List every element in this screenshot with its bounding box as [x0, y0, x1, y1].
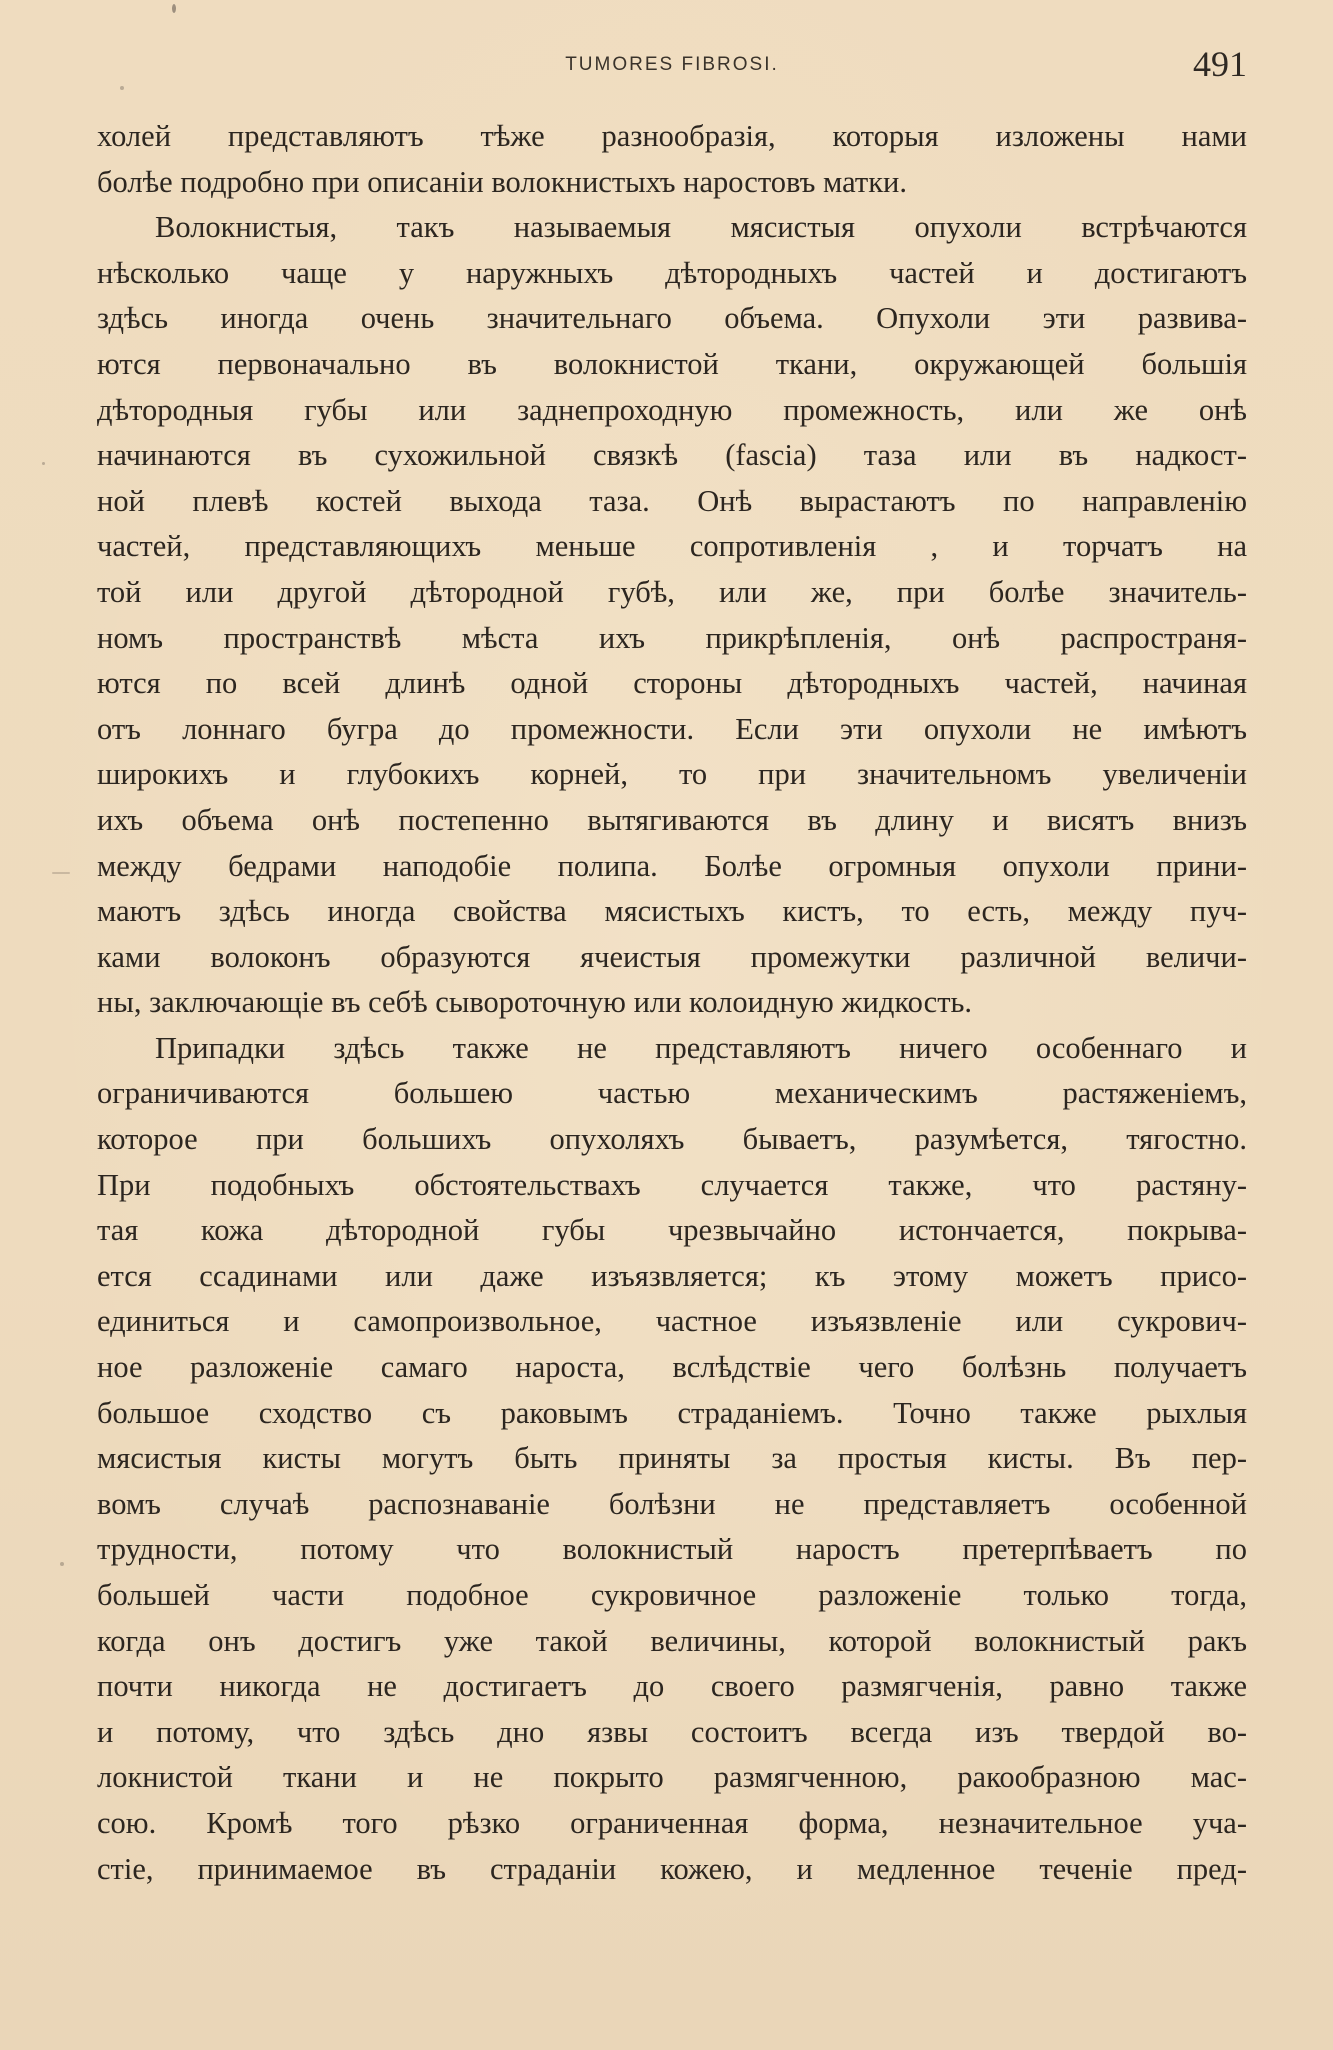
- text-line: локнистой ткани и не покрыто размягченною, ракообразною мас-: [97, 1760, 1247, 1795]
- text-line: ются первоначально въ волокнистой ткани, окружающей большія: [97, 346, 1247, 381]
- text-line: болѣе подробно при описаніи волокнистыхъ наростовъ матки.: [97, 164, 907, 199]
- paper-speck: [60, 1562, 64, 1566]
- text-line: мясистыя кисты могутъ быть приняты за простыя кисты. Въ пер-: [97, 1441, 1247, 1476]
- text-line: сою. Кромѣ того рѣзко ограниченная форма, незначительное уча-: [97, 1805, 1247, 1840]
- text-line: здѣсь иногда очень значительнаго объема. Опухоли эти развива-: [97, 301, 1247, 336]
- text-line: ны, заключающіе въ себѣ сывороточную или колоидную жидкость.: [97, 985, 973, 1020]
- text-line: между бедрами наподобіе полипа. Болѣе огромныя опухоли прини-: [97, 848, 1247, 883]
- text-line: частей, представляющихъ меньше сопротивленія , и торчатъ на: [97, 529, 1247, 564]
- text-line: ются по всей длинѣ одной стороны дѣтородныхъ частей, начиная: [97, 666, 1247, 701]
- text-line: почти никогда не достигаетъ до своего размягченія, равно также: [97, 1669, 1247, 1704]
- text-line: ограничиваются большею частью механическимъ растяженіемъ,: [97, 1076, 1247, 1111]
- page-header: [97, 44, 1247, 84]
- text-line: большое сходство съ раковымъ страданіемъ. Точно также рыхлыя: [97, 1395, 1247, 1430]
- text-line: той или другой дѣтородной губѣ, или же, при болѣе значитель-: [97, 574, 1247, 609]
- text-line: когда онъ достигъ уже такой величины, которой волокнистый ракъ: [97, 1623, 1247, 1658]
- text-line: ное разложеніе самаго нароста, вслѣдствіе чего болѣзнь получаетъ: [97, 1350, 1247, 1385]
- text-line: ками волоконъ образуются ячеистыя промежутки различной величи-: [97, 939, 1247, 974]
- running-title: TUMORES FIBROSI.: [565, 54, 779, 75]
- text-line: ется ссадинами или даже изъязвляется; къ этому можетъ присо-: [97, 1258, 1247, 1293]
- text-line: Припадки здѣсь также не представляютъ ничего особеннаго и: [155, 1030, 1247, 1065]
- text-line: тая кожа дѣтородной губы чрезвычайно истончается, покрыва-: [97, 1213, 1247, 1248]
- text-line: большей части подобное сукровичное разложеніе только тогда,: [97, 1578, 1247, 1612]
- text-line: При подобныхъ обстоятельствахъ случается также, что растяну-: [97, 1167, 1247, 1202]
- text-line: Волокнистыя, такъ называемыя мясистыя опухоли встрѣчаются: [155, 210, 1247, 245]
- text-line: отъ лоннаго бугра до промежности. Если эти опухоли не имѣютъ: [97, 711, 1247, 746]
- text-line: маютъ здѣсь иногда свойства мясистыхъ кистъ, то есть, между пуч-: [97, 894, 1247, 929]
- text-line: ной плевѣ костей выхода таза. Онѣ вырастаютъ по направленію: [97, 483, 1247, 518]
- paper-speck: [52, 872, 70, 874]
- text-line: и потому, что здѣсь дно язвы состоитъ всегда изъ твердой во-: [97, 1714, 1247, 1749]
- paragraph: [97, 114, 1247, 205]
- page-number: 491: [1193, 44, 1247, 84]
- paper-speck: [42, 462, 45, 465]
- text-line: нѣсколько чаще у наружныхъ дѣтородныхъ частей и достигаютъ: [97, 255, 1247, 290]
- text-line: вомъ случаѣ распознаваніе болѣзни не представляетъ особенной: [97, 1486, 1247, 1521]
- text-line: начинаются въ сухожильной связкѣ (fascia) таза или въ надкост-: [97, 438, 1247, 473]
- paper-speck: [120, 86, 124, 90]
- paper-speck: [172, 4, 176, 13]
- text-line: широкихъ и глубокихъ корней, то при значительномъ увеличеніи: [97, 757, 1247, 792]
- text-line: трудности, потому что волокнистый наростъ претерпѣваетъ по: [97, 1532, 1247, 1567]
- paragraph: [97, 205, 1247, 1026]
- text-line: которое при большихъ опухоляхъ бываетъ, разумѣется, тягостно.: [97, 1122, 1247, 1157]
- text-line: стіе, принимаемое въ страданіи кожею, и медленное теченіе пред-: [97, 1851, 1247, 1886]
- body-text: [97, 114, 1247, 1892]
- text-line: номъ пространствѣ мѣста ихъ прикрѣпленія, онѣ распространя-: [97, 620, 1247, 655]
- text-line: дѣтородныя губы или заднепроходную промежность, или же онѣ: [97, 392, 1247, 427]
- text-line: ихъ объема онѣ постепенно вытягиваются въ длину и висятъ внизъ: [97, 802, 1247, 837]
- paragraph: [97, 1026, 1247, 1892]
- text-line: холей представляютъ тѣже разнообразія, которыя изложены нами: [97, 119, 1247, 153]
- text-line: единиться и самопроизвольное, частное изъязвленіе или сукрович-: [97, 1304, 1247, 1339]
